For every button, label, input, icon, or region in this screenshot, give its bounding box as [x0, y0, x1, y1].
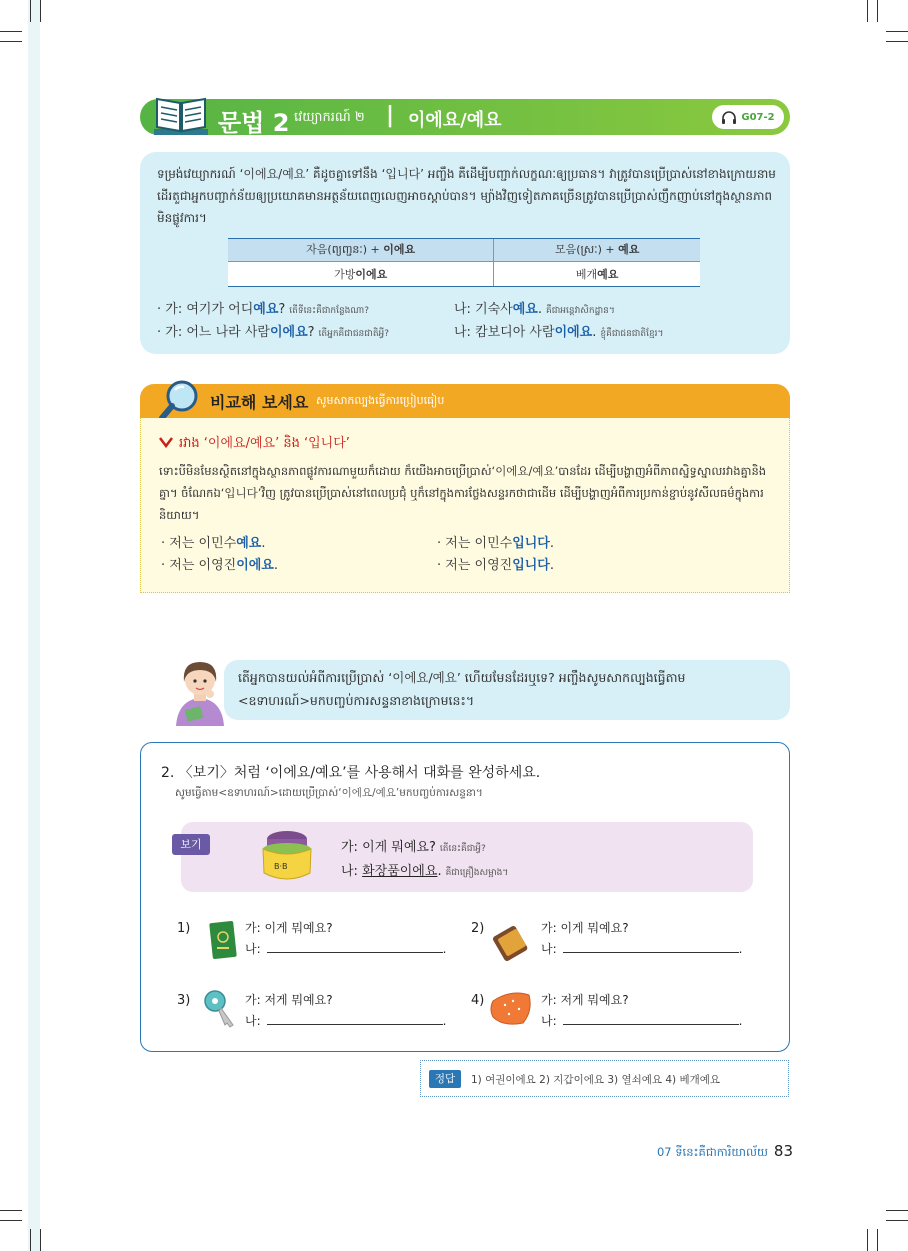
teacher-illustration [170, 656, 230, 726]
example-translation: តើអ្នកគឺជាជនជាតិអ្វី? [318, 329, 390, 339]
crop-mark [886, 31, 908, 32]
compare-subheading-text: រវាង ‘이에요/예요’ និង ‘입니다’ [179, 436, 350, 451]
header-text: 모음(ស្រៈ) + [554, 243, 619, 256]
example-line [454, 321, 663, 341]
example-question-km: តើនេះគឺជាអ្វី? [439, 844, 486, 854]
example-line [454, 298, 615, 318]
grammar-subtitle: 이에요/예요 [408, 110, 502, 131]
answer-key [420, 1060, 789, 1097]
item-number: 1) [177, 921, 191, 936]
page-footer [657, 1142, 793, 1162]
item-number: 3) [177, 993, 191, 1008]
crop-mark [40, 1229, 41, 1251]
exercise-box [140, 742, 790, 1052]
cell-ending: 예요 [597, 268, 619, 281]
answer-prefix: 나: [541, 1014, 557, 1028]
example-text: · 저는 이영진 [161, 558, 237, 573]
passport-icon [205, 919, 239, 961]
item-number: 4) [471, 993, 485, 1008]
example-punct: . [549, 558, 555, 573]
exercise-question: 2. 〈보기〉처럼 ‘이에요/예요’를 사용해서 대화를 완성하세요. [161, 765, 541, 781]
example-translation: ខ្ញុំគឺជាជនជាតិខ្មែរ។ [600, 329, 664, 339]
crop-mark [40, 0, 41, 22]
grammar-table [228, 238, 700, 287]
compare-text: ទោះបីមិនមែនស្ថិតនៅក្នុងស្ថានភាពផ្លូវការណាមួយក៏ដោយ ក៏យើងអាចប្រើប្រាស់‘이에요/예요’បានដែរ ដើម្បីបង្ហាញអំពីភាពស្និទ្ធស្នាលរវាងគ្នានិងគ្នា។ ចំណែកឯ‘입니다’វិញ ត្រូវបានប្រើប្រាស់នៅពេលប្រជុំ ឬក៏នៅក្នុងការថ្លែងសន្ទរកថាជាដើម ដើម្បីបង្ហាញអំពីការប្រកាន់ខ្ជាប់នូវសីលធម៌ក្នុងការនិយាយ។ [159, 464, 767, 522]
crop-mark [30, 1229, 31, 1251]
crop-mark [0, 31, 22, 32]
compare-title: 비교해 보세요 [210, 393, 309, 412]
example-punct: . [549, 536, 555, 551]
example-punct: . [592, 325, 597, 340]
grammar-title-km: វេយ្យាករណ៍ ២ [294, 110, 365, 125]
example-ending: 입니다 [512, 536, 550, 551]
item-question: 가: 저게 뭐예요? [245, 993, 333, 1007]
example-line [157, 321, 389, 341]
crop-mark [867, 0, 868, 22]
answer-prefix: 나: [245, 942, 261, 956]
compare-example [437, 554, 554, 573]
example-ending: 이에요 [236, 558, 274, 573]
answer-line: 나: . [245, 942, 447, 956]
cell-word: 가방 [334, 268, 356, 281]
example-ending: 이에요 [269, 325, 308, 340]
answer-line: 나: . [541, 942, 743, 956]
crop-mark [886, 41, 908, 42]
compare-example [161, 554, 278, 573]
item-question: 가: 저게 뭐예요? [541, 993, 629, 1007]
example-translation: តើទីនេះគឺជាកន្លែងណា? [289, 306, 370, 316]
table-cell [494, 262, 700, 287]
answer-blank[interactable] [563, 942, 739, 953]
example-text: · 저는 이민수 [437, 536, 513, 551]
cell-ending: 이에요 [355, 268, 388, 281]
header-ending: 예요 [618, 243, 640, 256]
crop-mark [30, 0, 31, 22]
grammar-explanation [140, 152, 790, 354]
answer-line: 나: . [245, 1014, 447, 1028]
example-question-text: 가: 이게 뭐예요? [341, 840, 436, 855]
exercise-question-km: សូមធ្វើតាម<ឧទាហរណ៍>ដោយប្រើប្រាស់‘이에요/예요’មកបញ្ចប់ការសន្ទនា។ [175, 787, 483, 799]
wallet-icon [493, 923, 529, 961]
example-translation: គឺជាអន្តេវាសិកដ្ឋាន។ [546, 306, 615, 316]
example-text: · 가: 여기가 어디 [157, 302, 254, 317]
headphone-icon [721, 111, 737, 124]
answer-prefix: 나: [541, 942, 557, 956]
compare-example [437, 532, 554, 551]
example-answer [341, 860, 508, 880]
item-number: 2) [471, 921, 485, 936]
table-cell [228, 262, 494, 287]
open-book-icon [152, 93, 210, 137]
crop-mark [0, 41, 22, 42]
answer-prefix: 나: [245, 1014, 261, 1028]
example-ending: 입니다 [512, 558, 550, 573]
example-text: 나: 기숙사 [454, 302, 513, 317]
grammar-header [140, 99, 790, 135]
audio-track-label: G07-2 [741, 111, 775, 123]
example-punct: . [261, 536, 266, 551]
compare-example [161, 532, 265, 551]
answer-blank[interactable] [267, 942, 443, 953]
item-question: 가: 이게 뭐예요? [245, 921, 333, 935]
example-text: · 저는 이영진 [437, 558, 513, 573]
answer-text: 1) 여권이에요 2) 지갑이에요 3) 열쇠예요 4) 베개예요 [471, 1074, 721, 1086]
example-text: · 저는 이민수 [161, 536, 237, 551]
check-icon [159, 436, 173, 448]
example-punct: ? [307, 325, 315, 340]
page-number: 83 [773, 1142, 793, 1160]
margin-band [28, 0, 40, 1251]
jar-label: B·B [274, 862, 288, 871]
header-text: 자음(ព្យញ្ជនៈ) + [306, 243, 384, 256]
chapter-title: 07 ទីនេះគឺជាការិយាល័យ [656, 1145, 768, 1159]
example-punct: ? [278, 302, 286, 317]
teacher-speech-bubble [224, 660, 790, 720]
cosmetic-jar-icon [258, 827, 316, 885]
example-ending: 이에요 [554, 325, 593, 340]
crop-mark [877, 0, 878, 22]
example-tag: 보기 [172, 834, 210, 855]
example-ending: 예요 [512, 302, 538, 317]
teacher-line: តើអ្នកបានយល់អំពីការប្រើប្រាស់ ‘이에요/예요’ ហើយមែនដែរឬទេ? អញ្ចឹងសូមសាកល្បងធ្វើតាម [238, 670, 686, 685]
compare-header [140, 384, 790, 418]
example-ending: 예요 [253, 302, 279, 317]
example-answer-text: 화장품이에요 [362, 864, 438, 879]
crop-mark [0, 1210, 22, 1211]
example-question [341, 836, 486, 856]
answer-blank[interactable] [267, 1014, 443, 1025]
crop-mark [877, 1229, 878, 1251]
answer-line: 나: . [541, 1014, 743, 1028]
crop-mark [867, 1229, 868, 1251]
crop-mark [886, 1220, 908, 1221]
explanation-text: ទម្រង់វេយ្យាករណ៍ ‘이에요/예요’ គឺដូចគ្នាទៅនឹង ‘입니다’ អញ្ចឹង គឺដើម្បីបញ្ជាក់លក្ខណៈឲ្យប្រធាន។ វាត្រូវបានប្រើប្រាស់នៅខាងក្រោយនាម ដើរតួជាអ្នកបញ្ជាក់ន័យឲ្យប្រយោគមានអត្ថន័យពេញលេញអាចស្ដាប់បាន។ ម្យ៉ាងវិញទៀតភាគច្រើនត្រូវបានប្រើប្រាស់ញឹកញាប់នៅក្នុងស្ថានភាពមិនផ្លូវការ។ [157, 167, 776, 225]
title-separator: | [386, 103, 395, 128]
cell-word: 베개 [575, 268, 598, 281]
answer-tag: 정답 [429, 1070, 461, 1088]
example-text: · 가: 어느 나라 사람 [157, 325, 270, 340]
grammar-title: 문법 2 [218, 109, 290, 137]
compare-subheading [159, 432, 350, 454]
example-answer-punct: . [437, 864, 442, 879]
example-punct: . [537, 302, 543, 317]
table-header [494, 239, 700, 262]
example-line [157, 298, 369, 318]
crop-mark [886, 1210, 908, 1211]
compare-title-km: សូមសាកល្បងធ្វើការប្រៀបធៀប [316, 394, 445, 407]
example-ending: 예요 [236, 536, 262, 551]
example-answer-prefix: 나: [341, 864, 363, 879]
crop-mark [0, 1220, 22, 1221]
compare-box [140, 418, 790, 593]
magnifier-icon [158, 378, 200, 422]
key-icon [203, 989, 237, 1029]
pillow-icon [489, 987, 533, 1027]
item-question: 가: 이게 뭐예요? [541, 921, 629, 935]
example-answer-km: គឺជាគ្រឿងសម្អាង។ [445, 868, 509, 878]
example-punct: . [273, 558, 279, 573]
teacher-line: <ឧទាហរណ៍>មកបញ្ចប់ការសន្ទនាខាងក្រោមនេះ។ [238, 693, 475, 708]
audio-track-button[interactable] [712, 105, 784, 129]
header-ending: 이에요 [383, 243, 416, 256]
table-header [228, 239, 494, 262]
example-text: 나: 캄보디아 사람 [454, 325, 555, 340]
answer-blank[interactable] [563, 1014, 739, 1025]
